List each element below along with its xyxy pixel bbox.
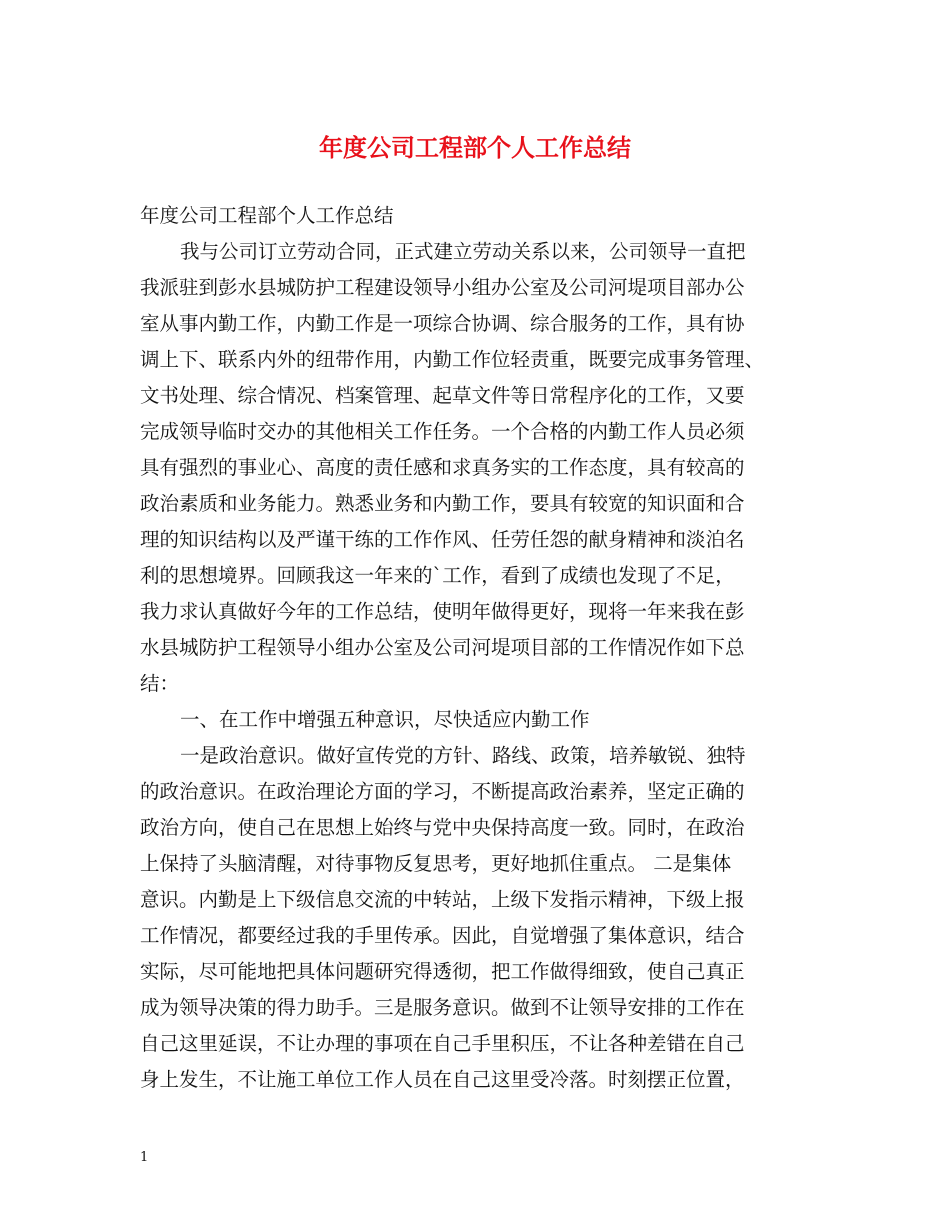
body-line: 成为领导决策的得力助手。三是服务意识。做到不让领导安排的工作在 — [140, 996, 745, 1019]
body-line: 调上下、联系内外的纽带作用，内勤工作位轻责重，既要完成事务管理、 — [140, 348, 765, 371]
page-number: 1 — [140, 1150, 149, 1165]
body-line: 我派驻到彭水县城防护工程建设领导小组办公室及公司河堤项目部办公 — [140, 276, 745, 299]
body-line: 自己这里延误，不让办理的事项在自己手里积压，不让各种差错在自己 — [140, 1032, 745, 1055]
body-line: 上保持了头脑清醒，对待事物反复思考，更好地抓住重点。 二是集体 — [140, 852, 732, 875]
body-line: 利的思想境界。回顾我这一年来的`工作，看到了成绩也发现了不足， — [140, 564, 735, 587]
body-line: 政治方向，使自己在思想上始终与党中央保持高度一致。同时，在政治 — [140, 816, 745, 839]
body-line: 理的知识结构以及严谨干练的工作作风、任劳任怨的献身精神和淡泊名 — [140, 528, 745, 551]
body-line: 一是政治意识。做好宣传党的方针、路线、政策，培养敏锐、独特 — [180, 744, 746, 767]
body-line: 身上发生，不让施工单位工作人员在自己这里受冷落。时刻摆正位置， — [140, 1068, 745, 1091]
body-line: 政治素质和业务能力。熟悉业务和内勤工作，要具有较宽的知识面和合 — [140, 492, 745, 515]
body-line: 水县城防护工程领导小组办公室及公司河堤项目部的工作情况作如下总 — [140, 636, 745, 659]
body-line: 实际，尽可能地把具体问题研究得透彻，把工作做得细致，使自己真正 — [140, 960, 745, 983]
body-line: 工作情况，都要经过我的手里传承。因此，自觉增强了集体意识，结合 — [140, 924, 745, 947]
document-body — [140, 198, 820, 1098]
body-line: 意识。内勤是上下级信息交流的中转站，上级下发指示精神，下级上报 — [140, 888, 745, 911]
body-line: 完成领导临时交办的其他相关工作任务。一个合格的内勤工作人员必须 — [140, 420, 745, 443]
body-line: 的政治意识。在政治理论方面的学习，不断提高政治素养，坚定正确的 — [140, 780, 745, 803]
body-line: 结： — [140, 672, 180, 695]
body-line: 文书处理、综合情况、档案管理、起草文件等日常程序化的工作，又要 — [140, 384, 745, 407]
body-line: 年度公司工程部个人工作总结 — [140, 204, 394, 227]
body-line: 我力求认真做好今年的工作总结，使明年做得更好，现将一年来我在彭 — [140, 600, 745, 623]
body-line: 室从事内勤工作，内勤工作是一项综合协调、综合服务的工作，具有协 — [140, 312, 745, 335]
body-line: 我与公司订立劳动合同，正式建立劳动关系以来，公司领导一直把 — [180, 240, 746, 263]
body-line: 具有强烈的事业心、高度的责任感和求真务实的工作态度，具有较高的 — [140, 456, 745, 479]
body-line: 一、在工作中增强五种意识，尽快适应内勤工作 — [180, 708, 590, 731]
document-title: 年度公司工程部个人工作总结 — [319, 133, 631, 162]
